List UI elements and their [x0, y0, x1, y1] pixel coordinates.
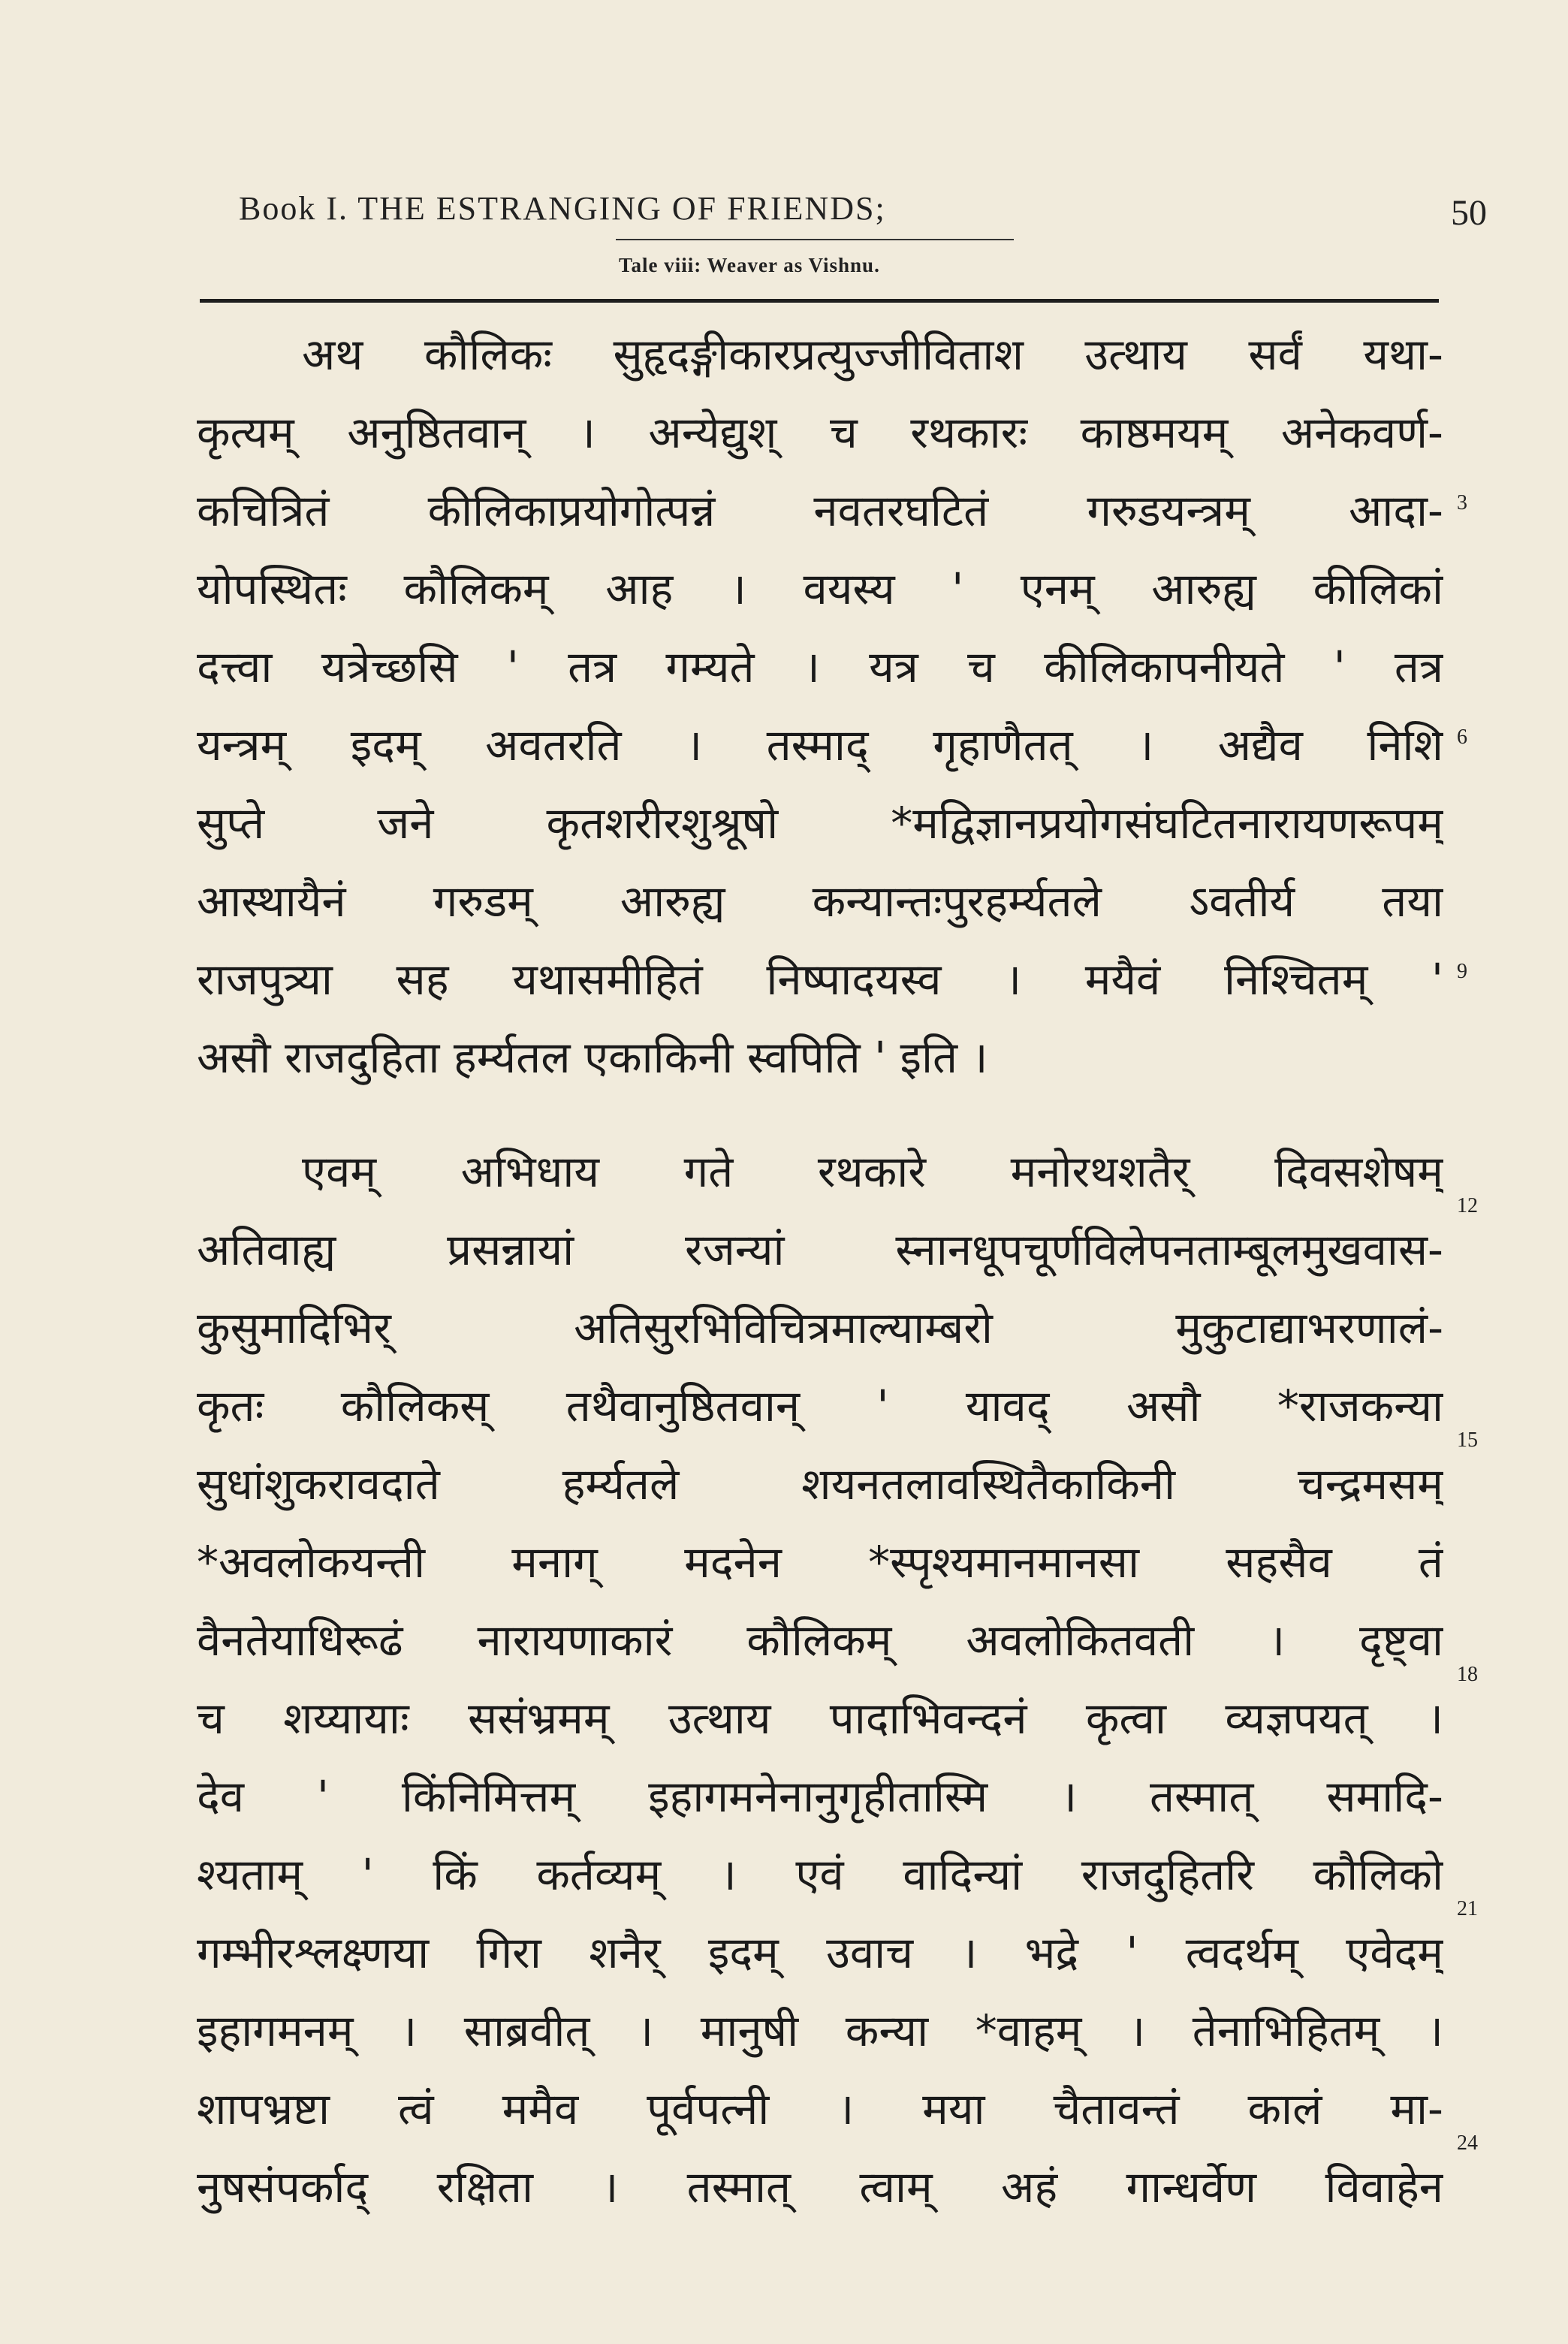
text-line: शापभ्रष्टा त्वं ममैव पूर्वपत्नी । मया चैतावन्तं कालं मा-	[197, 2083, 1443, 2134]
text-line: गम्भीरश्लक्ष्णया गिरा शनैर् इदम् उवाच । भद्रे ' त्वदर्थम् एवेदम्	[197, 1927, 1443, 1978]
text-line: दत्त्वा यत्रेच्छसि ' तत्र गम्यते । यत्र च कीलिकापनीयते ' तत्र	[197, 641, 1443, 692]
text-line: अथ कौलिकः सुहृदङ्गीकारप्रत्युज्जीविताश उत्थाय सर्वं यथा-	[302, 329, 1443, 380]
line-number: 15	[1457, 1428, 1478, 1452]
text-line: योपस्थितः कौलिकम् आह । वयस्य ' एनम् आरुह्य कीलिकां	[197, 563, 1443, 614]
text-line: सुधांशुकरावदाते हर्म्यतले शयनतलावस्थितैकाकिनी चन्द्रमसम्	[197, 1459, 1443, 1510]
header-rule	[200, 299, 1439, 303]
text-line: वैनतेयाधिरूढं नारायणाकारं कौलिकम् अवलोकितवती । दृष्ट्वा	[197, 1615, 1443, 1666]
line-number: 3	[1457, 491, 1467, 514]
text-line: कृतः कौलिकस् तथैवानुष्ठितवान् ' यावद् असौ *राजकन्या	[197, 1380, 1443, 1431]
text-line: कुसुमादिभिर् अतिसुरभिविचित्रमाल्याम्बरो मुकुटाद्याभरणालं-	[197, 1302, 1443, 1353]
text-line: इहागमनम् । साब्रवीत् । मानुषी कन्या *वाहम् । तेनाभिहितम् ।	[197, 2005, 1443, 2056]
line-number: 24	[1457, 2131, 1478, 2155]
text-line: सुप्ते जने कृतशरीरशुश्रूषो *मद्विज्ञानप्रयोगसंघटितनारायणरूपम्	[197, 798, 1443, 849]
text-line: श्यताम् ' किं कर्तव्यम् । एवं वादिन्यां राजदुहितरि कौलिको	[197, 1849, 1443, 1900]
text-line: कचित्रितं कीलिकाप्रयोगोत्पन्नं नवतरघटितं गरुडयन्त्रम् आदा-	[197, 485, 1443, 536]
line-number: 21	[1457, 1897, 1478, 1920]
text-line: नुषसंपर्काद् रक्षिता । तस्मात् त्वाम् अहं गान्धर्वेण विवाहेन	[197, 2161, 1443, 2213]
text-line: यन्त्रम् इदम् अवतरति । तस्माद् गृहाणैतत् । अद्यैव निशि	[197, 719, 1443, 771]
text-line: देव ' किंनिमित्तम् इहागमनेनानुगृहीतास्मि । तस्मात् समादि-	[197, 1771, 1443, 1822]
text-line: आस्थायैनं गरुडम् आरुह्य कन्यान्तःपुरहर्म्यतले ऽवतीर्य तया	[197, 876, 1443, 927]
text-line: च शय्यायाः ससंभ्रमम् उत्थाय पादाभिवन्दनं कृत्वा व्यज्ञपयत् ।	[197, 1693, 1443, 1744]
text-line: राजपुत्र्या सह यथासमीहितं निष्पादयस्व । मयैवं निश्चितम् '	[197, 954, 1443, 1005]
line-number: 18	[1457, 1663, 1478, 1686]
header-short-rule	[616, 239, 1014, 240]
text-line: असौ राजदुहिता हर्म्यतल एकाकिनी स्वपिति ' इति ।	[197, 1032, 988, 1083]
text-line: अतिवाह्य प्रसन्नायां रजन्यां स्नानधूपचूर्णविलेपनताम्बूलमुखवास-	[197, 1224, 1443, 1275]
line-number: 9	[1457, 960, 1467, 983]
tale-subheading: Tale viii: Weaver as Vishnu.	[619, 254, 880, 276]
running-head: Book I. THE ESTRANGING OF FRIENDS;	[239, 190, 886, 227]
page-number: 50	[1451, 193, 1487, 233]
sanskrit-text	[197, 315, 1443, 2226]
line-number: 6	[1457, 726, 1467, 749]
text-line: कृत्यम् अनुष्ठितवान् । अन्येद्युश् च रथकारः काष्ठमयम् अनेकवर्ण-	[197, 407, 1443, 458]
text-line: *अवलोकयन्ती मनाग् मदनेन *स्पृश्यमानमानसा सहसैव तं	[197, 1537, 1443, 1588]
line-number: 12	[1457, 1194, 1478, 1217]
text-line: एवम् अभिधाय गते रथकारे मनोरथशतैर् दिवसशेषम्	[302, 1146, 1443, 1197]
